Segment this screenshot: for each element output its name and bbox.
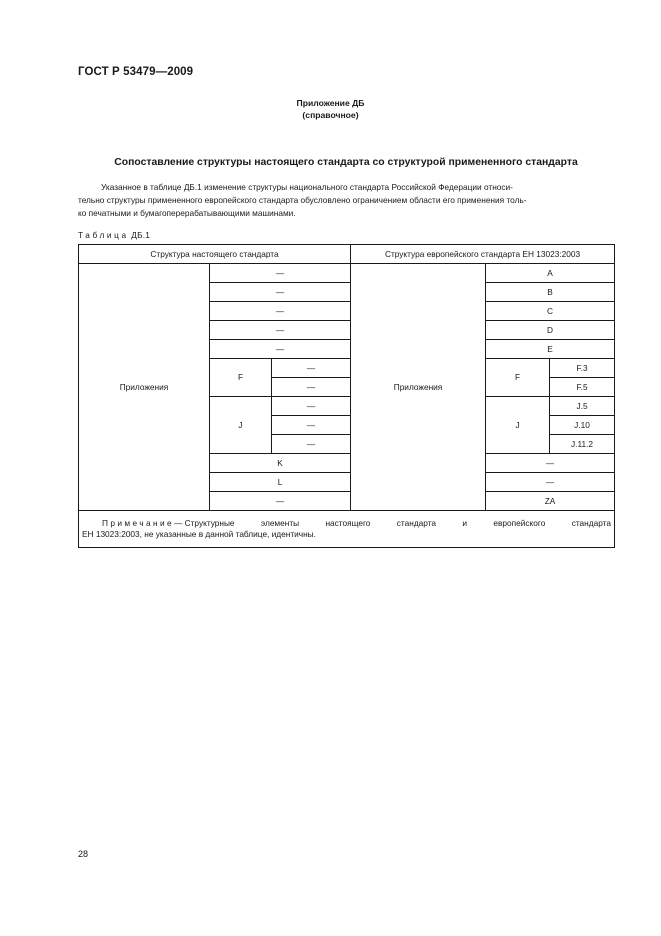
table-cell: J.10 xyxy=(550,416,615,435)
intro-paragraph xyxy=(78,181,614,221)
table-cell: K xyxy=(210,454,351,473)
note-label: Примечание xyxy=(102,517,175,528)
appendix-title: Приложение ДБ xyxy=(296,98,365,108)
table-cell: ZA xyxy=(486,492,615,511)
table-cell-group-f-left: F xyxy=(210,359,272,397)
table-cell: F.5 xyxy=(550,378,615,397)
table-cell: — xyxy=(210,321,351,340)
table-header-row xyxy=(79,245,615,264)
table-note-line-1 xyxy=(82,518,611,530)
table-cell: — xyxy=(210,264,351,283)
note-word: элементы xyxy=(260,517,300,528)
table-cell: — xyxy=(210,340,351,359)
structure-comparison-table xyxy=(78,244,615,548)
document-header: ГОСТ Р 53479—2009 xyxy=(78,66,194,78)
table-cell: J.5 xyxy=(550,397,615,416)
table-cell: F.3 xyxy=(550,359,615,378)
note-word: Структурные xyxy=(184,517,235,528)
intro-line-3: ко печатными и бумагоперерабатывающими машинами. xyxy=(78,208,296,219)
table-cell-group-j-left: J xyxy=(210,397,272,454)
note-word: настоящего xyxy=(325,517,371,528)
section-heading: Сопоставление структуры настоящего стандарта со структурой примененного стандарта xyxy=(114,157,578,168)
table-cell: L xyxy=(210,473,351,492)
note-word: стандарта xyxy=(571,517,611,528)
intro-line-2: тельно структуры примененного европейского стандарта обусловлено ограничением области его применения толь- xyxy=(78,195,527,206)
table-cell: — xyxy=(272,378,351,397)
appendix-title-block xyxy=(0,98,661,121)
table-note-line-2: ЕН 13023:2003, не указанные в данной таблице, идентичны. xyxy=(82,529,316,539)
table-note-row xyxy=(79,511,615,548)
table-cell: J.11.2 xyxy=(550,435,615,454)
table-caption-label: Таблица xyxy=(78,230,129,240)
table-cell: D xyxy=(486,321,615,340)
table-cell: — xyxy=(486,454,615,473)
table-cell: — xyxy=(272,416,351,435)
note-word: европейского xyxy=(493,517,546,528)
note-dash: — xyxy=(174,517,183,528)
table-cell: — xyxy=(272,397,351,416)
note-word: и xyxy=(462,517,468,528)
appendix-subtitle: (справочное) xyxy=(302,109,359,120)
right-group-cell: Приложения xyxy=(351,264,486,511)
table-note xyxy=(79,511,615,548)
table-cell: A xyxy=(486,264,615,283)
table-cell: — xyxy=(210,492,351,511)
note-word: стандарта xyxy=(396,517,437,528)
page-number: 28 xyxy=(78,849,89,859)
table-row xyxy=(79,264,615,283)
table-cell: — xyxy=(210,283,351,302)
col-header-national: Структура настоящего стандарта xyxy=(79,245,351,264)
table-cell: — xyxy=(272,359,351,378)
table-cell-group-j-right: J xyxy=(486,397,550,454)
left-group-cell: Приложения xyxy=(79,264,210,511)
col-header-european: Структура европейского стандарта ЕН 13023:2003 xyxy=(351,245,615,264)
table-cell: E xyxy=(486,340,615,359)
intro-line-1: Указанное в таблице ДБ.1 изменение структуры национального стандарта Российской Федерации относи- xyxy=(101,182,513,192)
table-caption xyxy=(78,230,150,240)
table-cell: B xyxy=(486,283,615,302)
table-cell: — xyxy=(210,302,351,321)
table-cell: — xyxy=(486,473,615,492)
table-caption-number: ДБ.1 xyxy=(131,230,151,240)
table-cell: — xyxy=(272,435,351,454)
table-cell: C xyxy=(486,302,615,321)
table-cell-group-f-right: F xyxy=(486,359,550,397)
